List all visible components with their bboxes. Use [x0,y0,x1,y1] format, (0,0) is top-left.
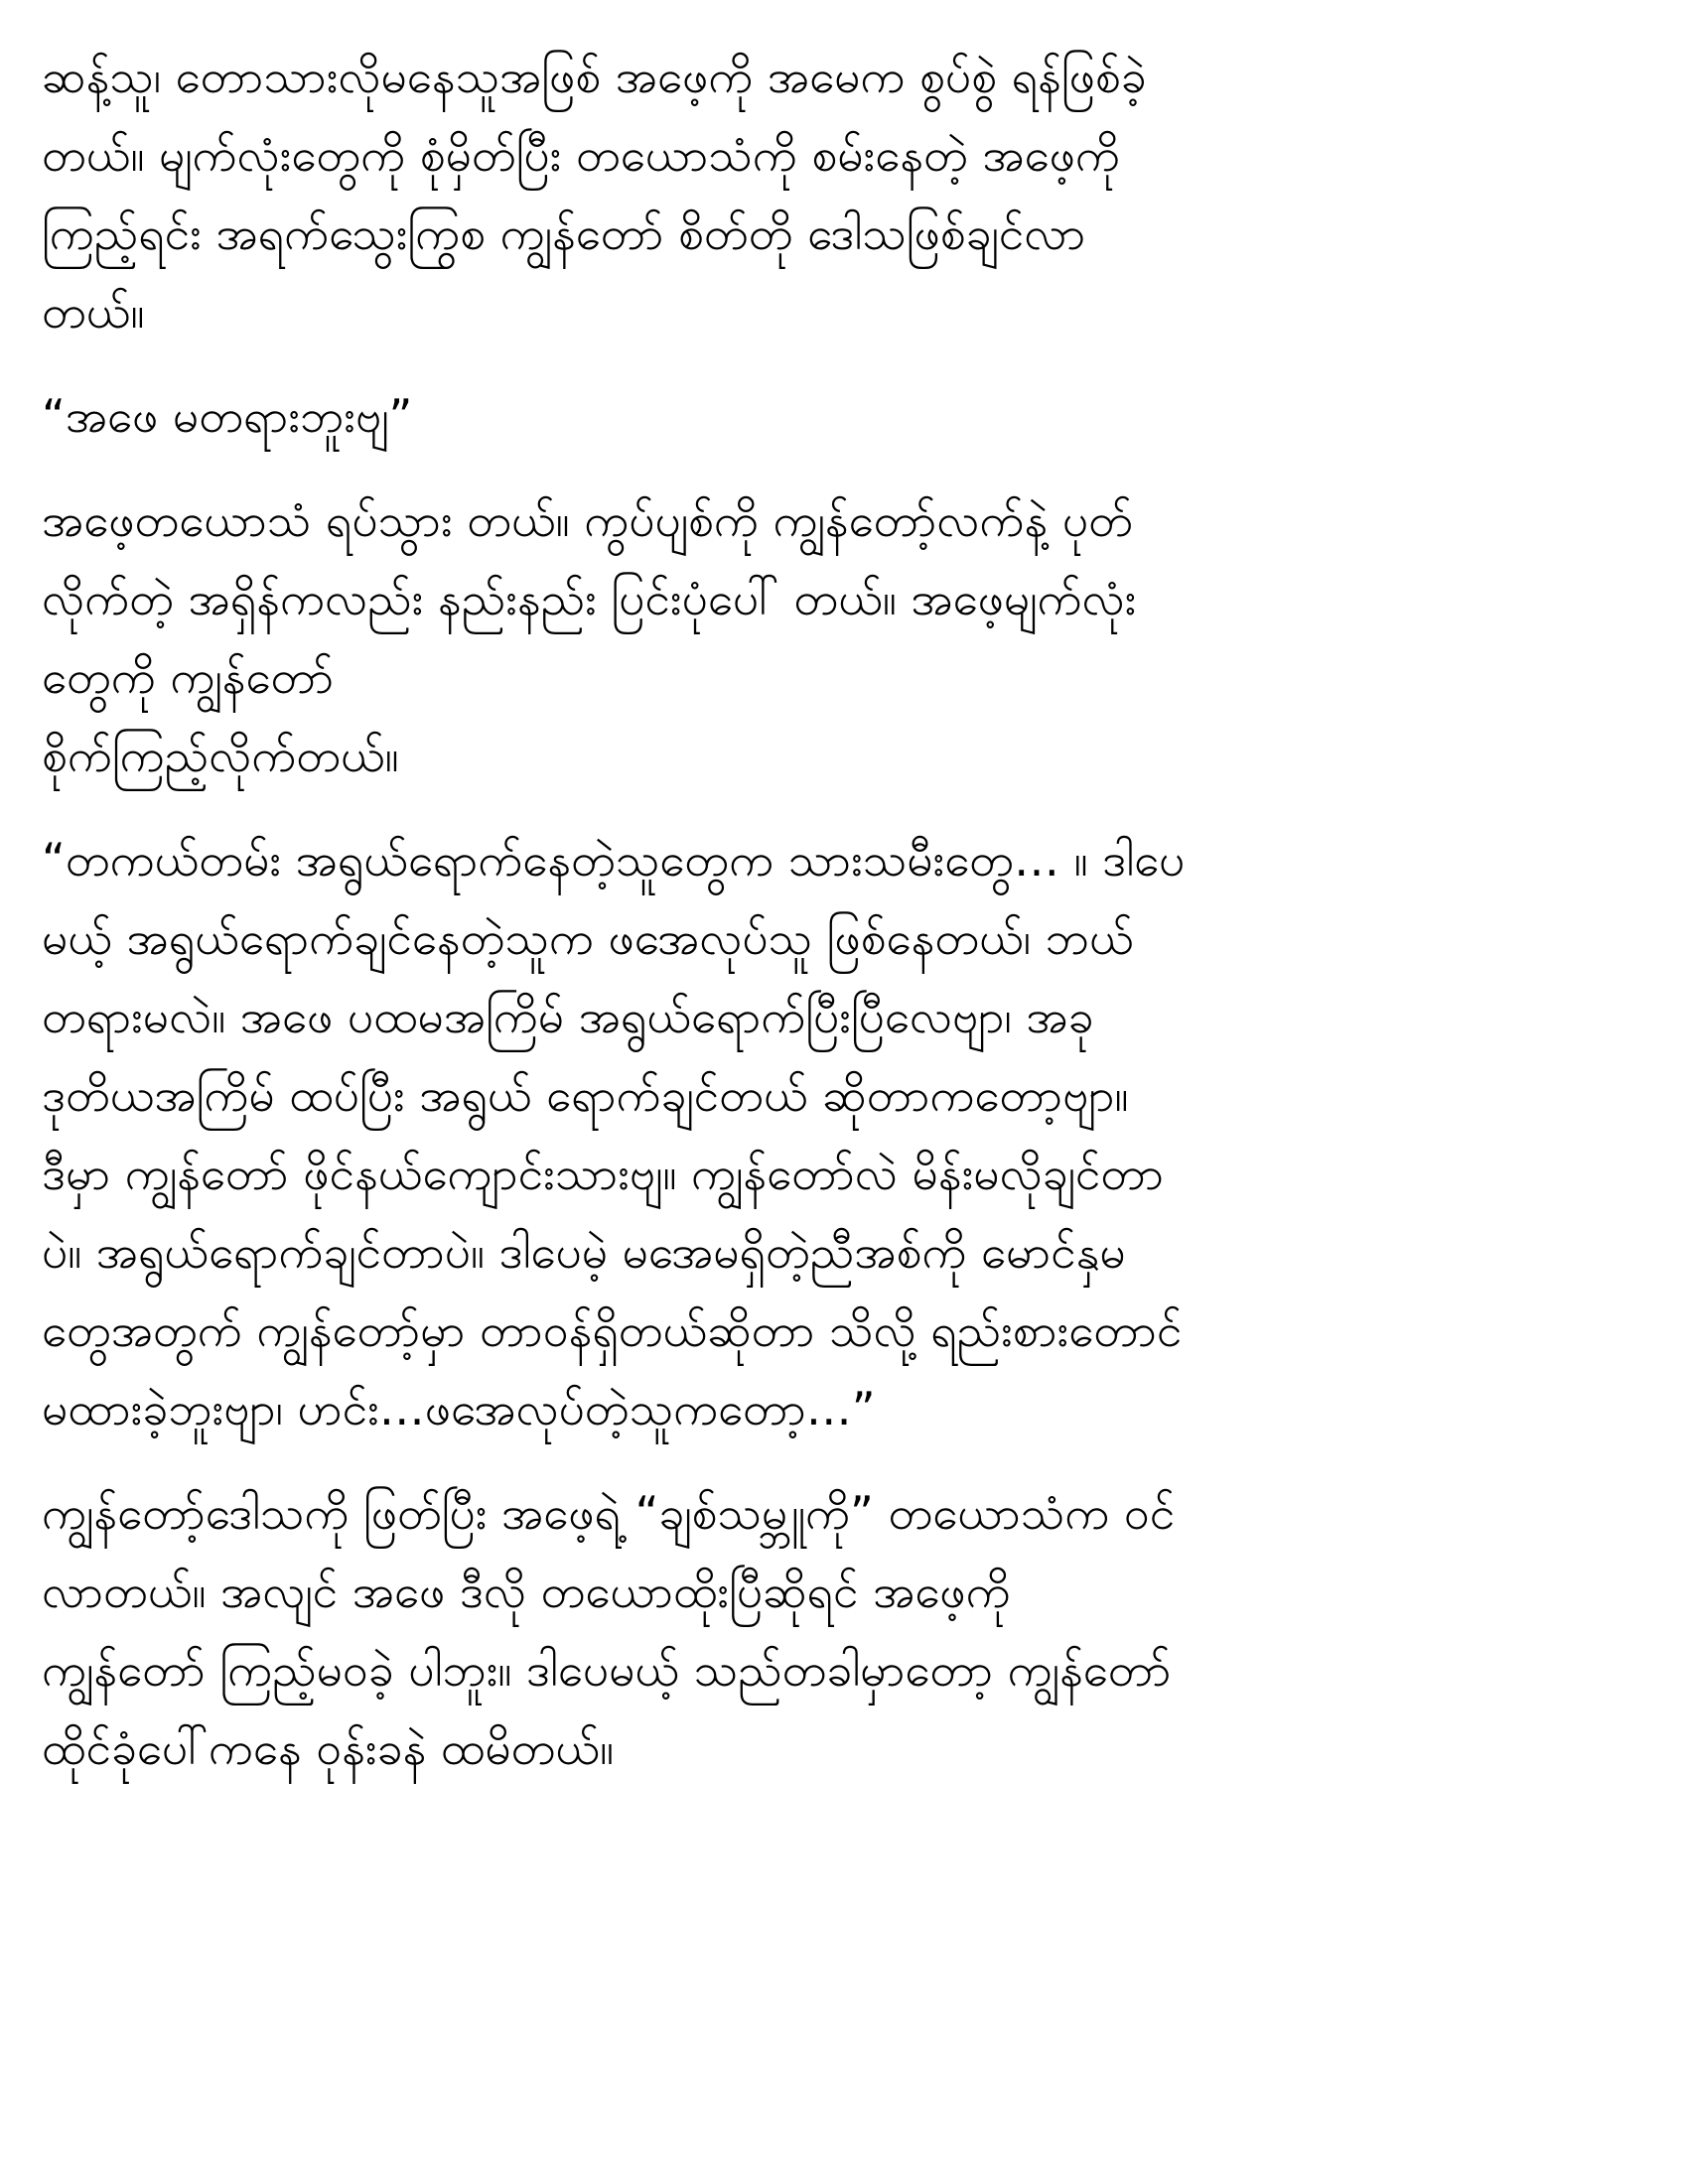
text-line: မယ့် အရွယ်ရောက်ချင်နေတဲ့သူက ဖအေလုပ်သူ ဖြစ်နေတယ်၊ ဘယ် [42,911,1134,965]
text-line: ကျွန်တော် ကြည့်မဝခဲ့ ပါဘူး။ ဒါပေမယ့် သည်တခါမှာတော့ ကျွန်တော် [42,1643,1172,1697]
text-line: ဒုတိယအကြိမ် ထပ်ပြီး အရွယ် ရောက်ချင်တယ် ဆိုတာကတော့ဗျာ။ [42,1068,1129,1122]
text-line: ဒီမှာ ကျွန်တော် ဖိုင်နယ်ကျောင်းသားဗျ။ ကျွန်တော်လဲ မိန်းမလိုချင်တာ [42,1147,1165,1200]
text-line: ထိုင်ခုံပေါ်ကနေ ဝုန်းခနဲ ထမိတယ်။ [42,1721,614,1775]
text-line: တွေအတွက် ကျွန်တော့်မှာ တာဝန်ရှိတယ်ဆိုတာ သိလို့ ရည်းစားတောင် [42,1303,1183,1357]
paragraph-2 [42,377,1650,456]
text-line: ပဲ။ အရွယ်ရောက်ချင်တာပဲ။ ဒါပေမဲ့ မအေမရှိတဲ့ညီအစ်ကို မောင်နှမ [42,1225,1126,1279]
text-line: “အဖေ မတရားဘူးဗျ” [42,389,413,443]
text-line: လိုက်တဲ့ အရှိန်ကလည်း နည်းနည်း ပြင်းပုံပေါ် တယ်။ အဖေ့မျက်လုံး [42,572,1137,625]
text-line: တယ်။ [42,285,145,339]
text-line: စိုက်ကြည့်လိုက်တယ်။ [42,729,399,782]
text-line: ကျွန်တော့်ဒေါသကို ဖြတ်ပြီး အဖေ့ရဲ့ “ချစ်သမ္ဘူကို” တယောသံက ဝင် [42,1486,1176,1540]
text-line: ကြည့်ရင်း အရက်သွေးကြွစ ကျွန်တော် စိတ်တို ဒေါသဖြစ်ချင်လာ [42,206,1086,260]
text-line: မထားခဲ့ဘူးဗျာ၊ ဟင်း…ဖအေလုပ်တဲ့သူကတော့…” [42,1382,876,1435]
paragraph-4 [42,821,1650,1448]
document-page [42,38,1650,1814]
paragraph-1 [42,38,1650,351]
text-line: ဆန့်သူ၊ တောသားလိုမနေသူအဖြစ် အဖေ့ကို အမေက စွပ်စွဲ ရန်ဖြစ်ခဲ့ [42,50,1147,103]
paragraph-5 [42,1474,1650,1788]
text-line: လာတယ်။ အလျင် အဖေ ဒီလို တယောထိုးပြီဆိုရင် အဖေ့ကို [42,1565,1011,1618]
paragraph-3 [42,481,1650,795]
text-line: “တကယ်တမ်း အရွယ်ရောက်နေတဲ့သူတွေက သားသမီးတွေ… ။ ဒါပေ [42,833,1186,887]
text-line: အဖေ့တယောသံ ရပ်သွား တယ်။ ကွပ်ပျစ်ကို ကျွန်တော့်လက်နဲ့ ပုတ် [42,493,1133,547]
text-line: တွေကို ကျွန်တော် [42,650,335,704]
text-line: တယ်။ မျက်လုံးတွေကို စုံမှိတ်ပြီး တယောသံကို စမ်းနေတဲ့ အဖေ့ကို [42,128,1120,182]
text-line: တရားမလဲ။ အဖေ ပထမအကြိမ် အရွယ်ရောက်ပြီးပြီလေဗျာ၊ အခု [42,990,1094,1043]
